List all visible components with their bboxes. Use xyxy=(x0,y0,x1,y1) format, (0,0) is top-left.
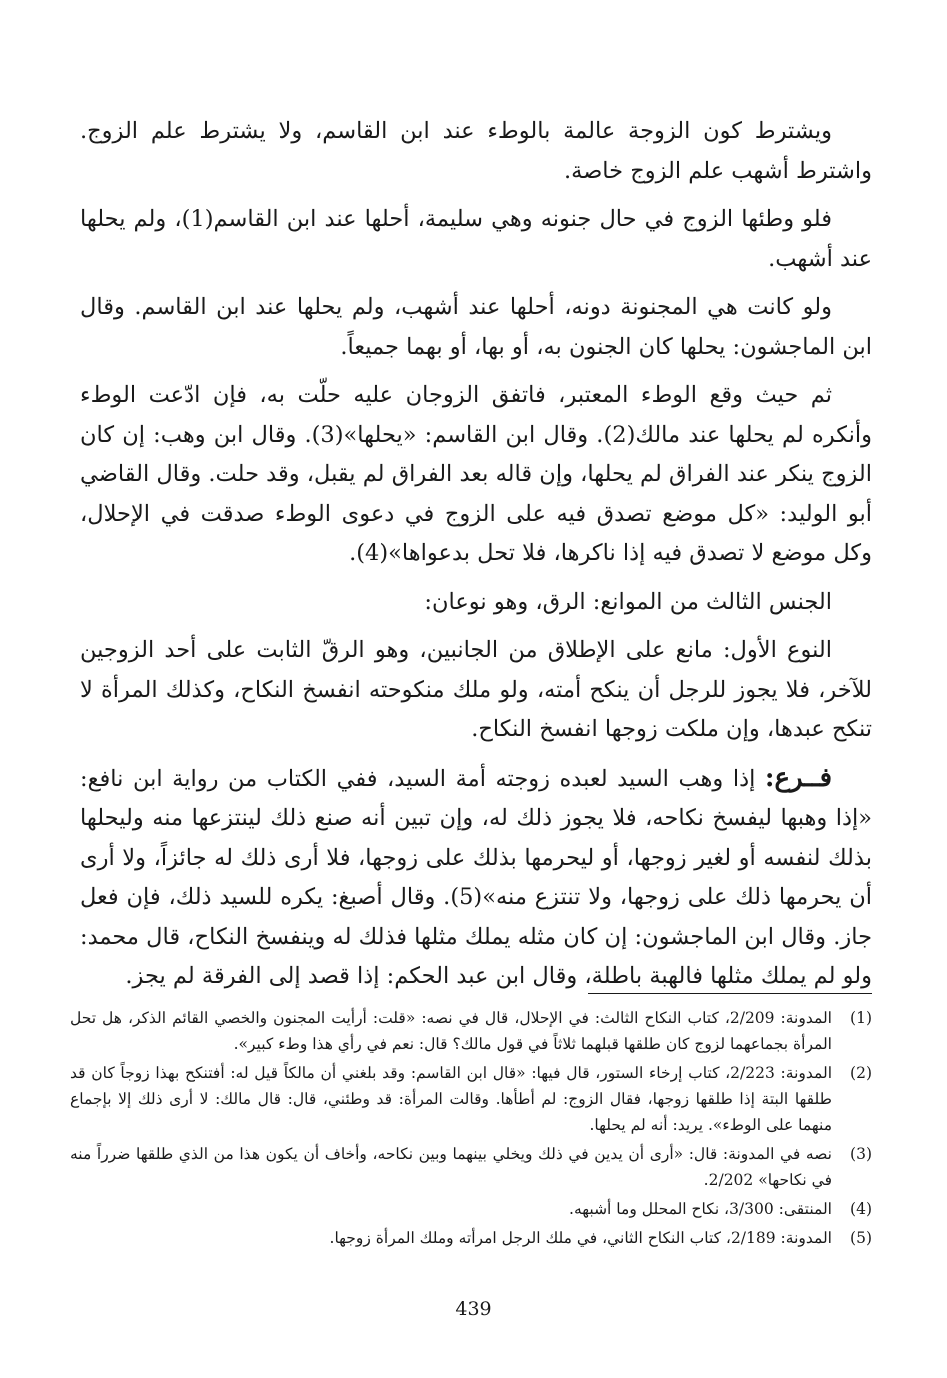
paragraph: النوع الأول: مانع على الإطلاق من الجانبين، وهو الرقّ الثابت على أحد الزوجين للآخر، فلا يجوز للرجل أن ينكح أمته، ولو ملك منكوحته انفسخ النكاح، وكذلك المرأة لا تنكح عبدها، وإن ملكت زوجها انفسخ النكاح. xyxy=(80,637,872,742)
footnote-text: نصه في المدونة: قال: «أرى أن يدين في ذلك ويخلي بينهما وبين نكاحه، وأخاف أن يكون هذا من الذي طلقها ضرراً منه في نكاحها» 2/202. xyxy=(70,1145,832,1189)
footnote-number: (1) xyxy=(850,1009,872,1027)
main-text xyxy=(80,112,872,997)
footnote-number: (4) xyxy=(850,1200,872,1218)
footnote-text: المنتقى: 3/300، نكاح المحلل وما أشبهه. xyxy=(569,1200,832,1218)
footnote-text: المدونة: 2/209، كتاب النكاح الثالث: في الإحلال، قال في نصه: «قلت: أرأيت المجنون والخصي القائم الذكر، هل تحل المرأة بجماعهما لزوج كان طلقها قبلهما ثلاثاً في قول مالك؟ قال: نعم في رأي هذا وطء كبير». xyxy=(70,1009,832,1053)
footnote-number: (2) xyxy=(850,1064,872,1082)
page-number: 439 xyxy=(455,1298,492,1320)
paragraph: ثم حيث وقع الوطء المعتبر، فاتفق الزوجان عليه حلّت به، فإن ادّعت الوطء وأنكره لم يحلها عند مالك(2). وقال ابن القاسم: «يحلها»(3). وقال ابن وهب: إن كان الزوج ينكر عند الفراق لم يحلها، وإن قاله بعد الفراق لم يقبل، وقد حلت. وقال القاضي أبو الوليد: «كل موضع تصدق فيه على الزوج في دعوى الوطء صدقت في الإحلال، وكل موضع لا تصدق فيه إذا ناكرها، فلا تحل بدعواها»(4). xyxy=(80,382,872,566)
paragraph: ولو كانت هي المجنونة دونه، أحلها عند أشهب، ولم يحلها عند ابن القاسم. وقال ابن الماجشون: يحلها كان الجنون به، أو بها، أو بهما جميعاً. xyxy=(80,294,872,360)
footnote xyxy=(70,1141,872,1193)
footnote-text: المدونة: 2/223، كتاب إرخاء الستور، قال فيها: «قال ابن القاسم: وقد بلغني أن مالكاً قيل له: أفتنكح بهذا زوجاً كان قد طلقها البتة إذا طلقها زوجها، فقال الزوج: لم أطأها. وقالت المرأة: قد وطئني، قال: قال مالك: لا أرى ذلك إلا بإجماع منهما على الوطء». يريد: أنه لم يحلها. xyxy=(70,1064,832,1134)
footnote xyxy=(70,1060,872,1138)
footnote-number: (3) xyxy=(850,1145,872,1163)
paragraph: ويشترط كون الزوجة عالمة بالوطء عند ابن القاسم، ولا يشترط علم الزوج. واشترط أشهب علم الزوج خاصة. xyxy=(80,118,872,184)
footnote xyxy=(70,1196,872,1222)
footnote-text: المدونة: 2/189، كتاب النكاح الثاني، في ملك الرجل امرأته وملك المرأة زوجها. xyxy=(329,1229,832,1247)
footnote xyxy=(70,1225,872,1251)
paragraph: فــرع: إذا وهب السيد لعبده زوجته أمة السيد، ففي الكتاب من رواية ابن نافع: «إذا وهبها ليفسخ نكاحه، فلا يجوز ذلك له، وإن تبين أنه صنع ذلك لينتزعها منه وليحلها بذلك لنفسه أو لغير زوجها، أو ليحرمها بذلك على زوجها، فلا أرى ذلك له جائزاً، ولا أرى أن يحرمها ذلك على زوجها، ولا تنتزع منه»(5). وقال أصبغ: يكره للسيد ذلك، فإن فعل جاز. وقال ابن الماجشون: إن كان مثله يملك مثلها فذلك له وينفسخ النكاح، قال محمد: ولو لم يملك مثلها فالهبة باطلة، وقال ابن عبد الحكم: إذا قصد إلى الفرقة لم يجز. xyxy=(80,762,872,989)
section-heading: الجنس الثالث من الموانع: الرق، وهو نوعان: xyxy=(424,588,832,615)
footnote xyxy=(70,1005,872,1057)
footnote-number: (5) xyxy=(850,1229,872,1247)
paragraph: فلو وطئها الزوج في حال جنونه وهي سليمة، أحلها عند ابن القاسم(1)، ولم يحلها عند أشهب. xyxy=(80,206,872,272)
footnote-divider xyxy=(588,993,872,994)
subsection-term: فــرع: xyxy=(764,762,832,793)
footnotes xyxy=(70,1005,872,1254)
